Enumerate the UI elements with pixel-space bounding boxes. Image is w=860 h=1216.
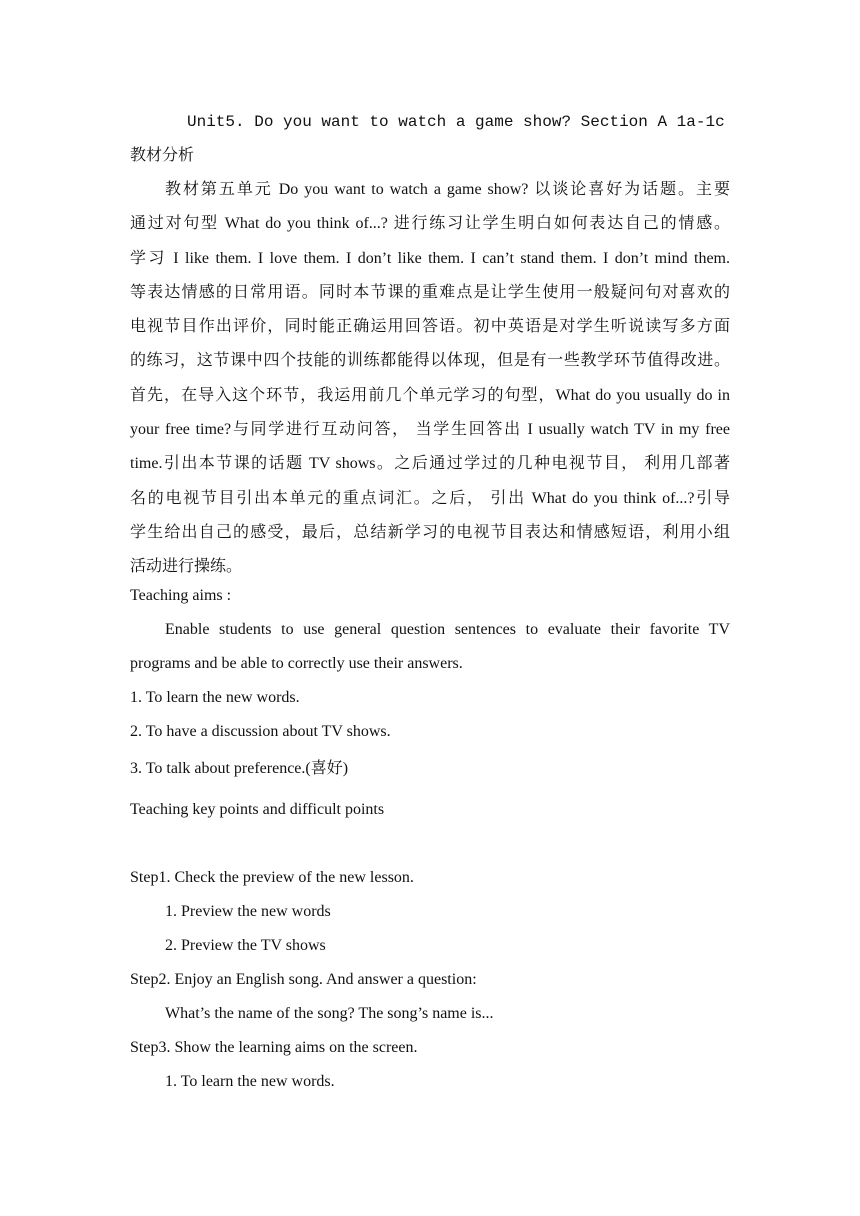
aim-item: 1. To learn the new words.	[130, 689, 300, 706]
aims-line: Enable students to use general question sentences to evaluate their favorite TV	[165, 621, 730, 638]
analysis-line: 首先，在导入这个环节，我运用前几个单元学习的句型，What do you usually do in	[130, 386, 730, 404]
analysis-line: 活动进行操练。	[130, 558, 243, 576]
step2-heading: Step2. Enjoy an English song. And answer a question:	[130, 971, 477, 988]
analysis-line: 通过对句型 What do you think of...? 进行练习让学生明白如何表达自己的情感。	[130, 215, 730, 233]
analysis-line: 教材第五单元 Do you want to watch a game show? 以谈论喜好为话题。主要	[165, 181, 730, 198]
analysis-line: 学生给出自己的感受，最后，总结新学习的电视节目表达和情感短语，利用小组	[130, 523, 730, 541]
analysis-line: 等表达情感的日常用语。同时本节课的重难点是让学生使用一般疑问句对喜欢的	[130, 283, 730, 301]
step2-item: What’s the name of the song? The song’s name is...	[165, 1005, 494, 1022]
analysis-line: 的练习，这节课中四个技能的训练都能得以体现，但是有一些教学环节值得改进。	[130, 352, 730, 370]
step1-item: 1. Preview the new words	[165, 903, 331, 920]
step1-heading: Step1. Check the preview of the new lesson.	[130, 869, 414, 886]
aims-line: programs and be able to correctly use their answers.	[130, 655, 463, 673]
analysis-line: 学习 I like them. I love them. I don’t like them. I can’t stand them. I don’t mind them.	[130, 249, 730, 267]
aims-paragraph	[130, 620, 730, 689]
document-title: Unit5. Do you want to watch a game show? Section A 1a-1c	[187, 113, 725, 131]
aim-item: 2. To have a discussion about TV shows.	[130, 723, 391, 740]
step1-item: 2. Preview the TV shows	[165, 937, 326, 954]
analysis-line: time.引出本节课的话题 TV shows。之后通过学过的几种电视节目， 利用几部著	[130, 455, 730, 473]
step3-heading: Step3. Show the learning aims on the screen.	[130, 1039, 418, 1056]
analysis-paragraph	[130, 180, 730, 592]
analysis-line: 电视节目作出评价，同时能正确运用回答语。初中英语是对学生听说读写多方面	[130, 318, 730, 336]
aim-item: 3. To talk about preference.(喜好)	[130, 760, 349, 777]
aims-heading: Teaching aims :	[130, 587, 232, 604]
key-points-heading: Teaching key points and difficult points	[130, 801, 385, 818]
analysis-heading: 教材分析	[130, 147, 195, 164]
step3-item: 1. To learn the new words.	[165, 1073, 335, 1090]
analysis-line: your free time?与同学进行互动问答， 当学生回答出 I usually watch TV in my free	[130, 421, 730, 439]
analysis-line: 名的电视节目引出本单元的重点词汇。之后， 引出 What do you think of...?引导	[130, 489, 730, 507]
